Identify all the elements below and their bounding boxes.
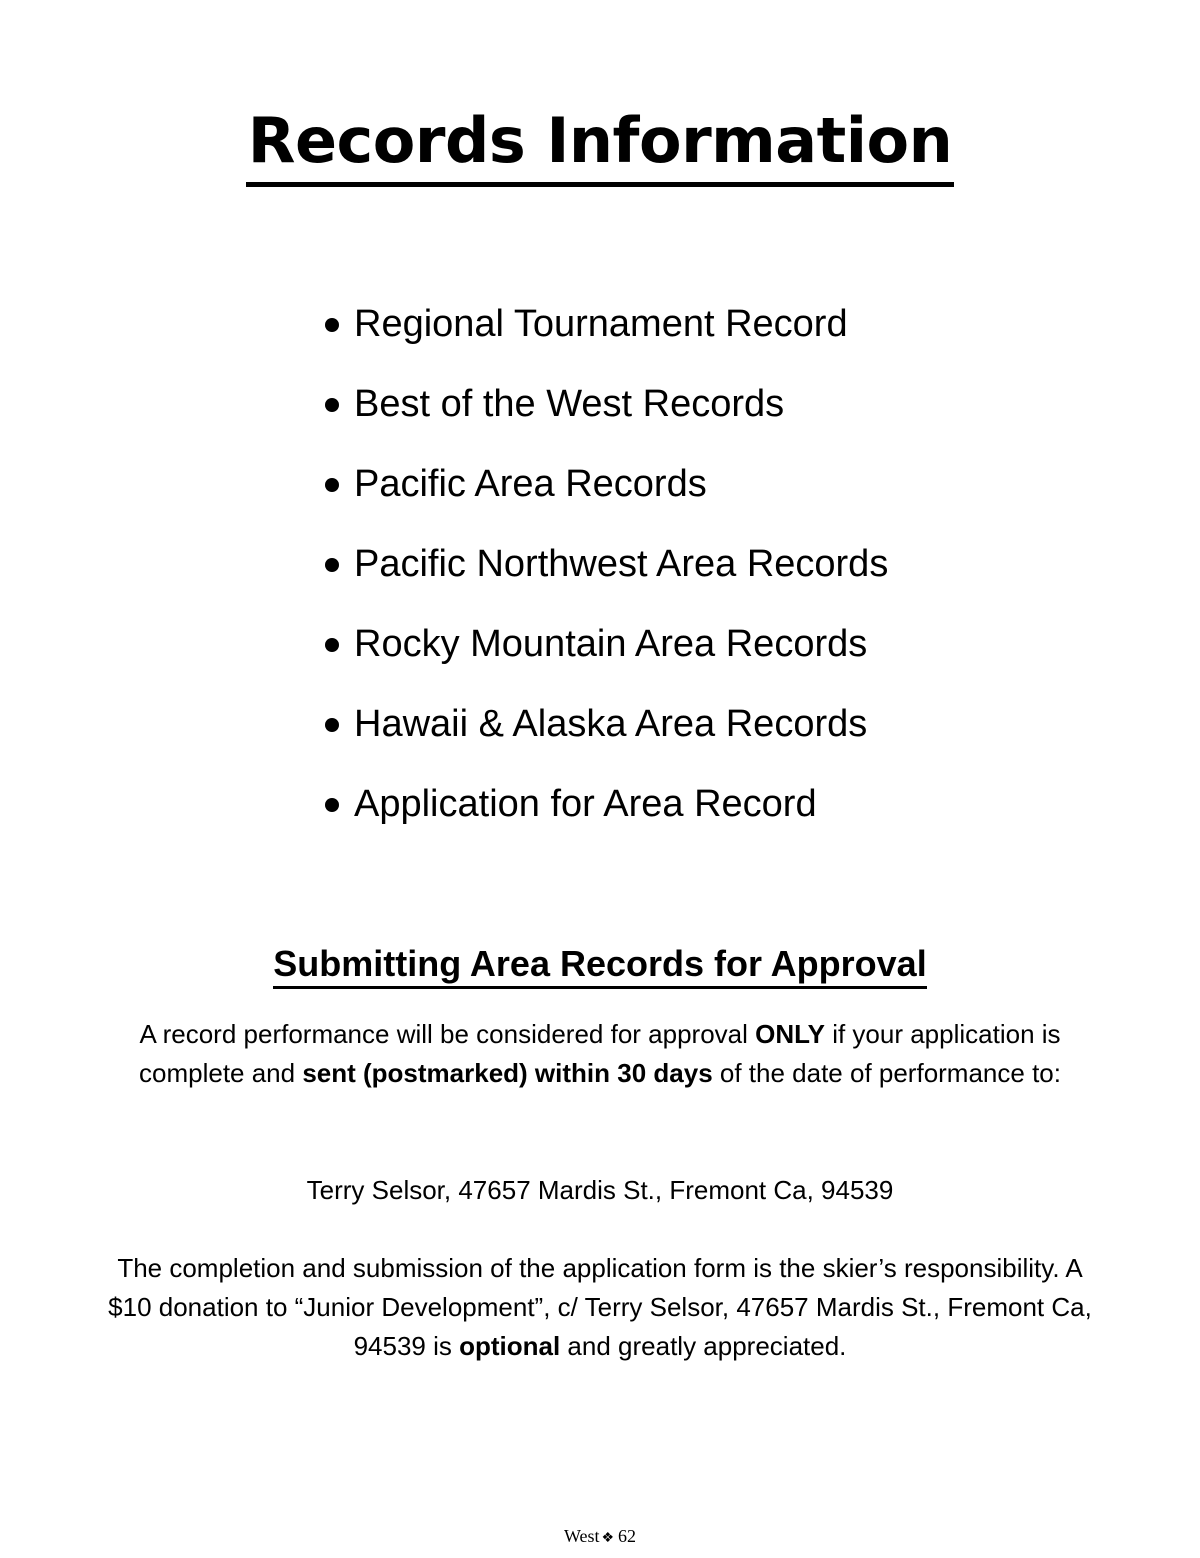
record-link-label: Pacific Northwest Area Records: [354, 543, 889, 585]
paragraph-text: of the date of performance to:: [712, 1058, 1061, 1088]
page-number: 62: [618, 1526, 637, 1546]
bullet-icon: [325, 798, 339, 812]
record-link-hawaii-alaska-area[interactable]: [325, 700, 888, 780]
paragraph-text: A record performance will be considered for approval: [139, 1019, 756, 1049]
bullet-icon: [325, 318, 339, 332]
emphasis-only: ONLY: [755, 1019, 825, 1049]
record-link-label: Application for Area Record: [354, 783, 817, 825]
page-title-text: Records Information: [246, 100, 955, 187]
record-link-label: Rocky Mountain Area Records: [354, 623, 868, 665]
bullet-icon: [325, 558, 339, 572]
diamond-ornament-icon: ❖: [601, 1531, 615, 1546]
page-footer: [0, 1524, 1200, 1551]
record-link-pacific-northwest-area[interactable]: [325, 540, 888, 620]
mailing-address: Terry Selsor, 47657 Mardis St., Fremont Ca, 94539: [306, 1175, 894, 1205]
paragraph-text: if your application is complete and: [139, 1019, 1061, 1088]
emphasis-deadline: sent (postmarked) within 30 days: [302, 1058, 713, 1088]
page-title: [0, 100, 1200, 187]
submission-heading: [0, 940, 1200, 989]
bullet-icon: [325, 478, 339, 492]
record-link-label: Regional Tournament Record: [354, 303, 848, 345]
bullet-icon: [325, 718, 339, 732]
record-link-label: Best of the West Records: [354, 383, 785, 425]
record-link-regional-tournament[interactable]: [325, 300, 888, 380]
submission-heading-text: Submitting Area Records for Approval: [273, 942, 926, 989]
record-link-best-of-the-west[interactable]: [325, 380, 888, 460]
bullet-icon: [325, 398, 339, 412]
bullet-icon: [325, 638, 339, 652]
donation-paragraph: [100, 1249, 1100, 1366]
paragraph-text: and greatly appreciated.: [560, 1331, 847, 1361]
paragraph-text: The completion and submission of the application form is the skier’s responsibility. A $10 donation to “Junior Development”, c/ Terry Selsor, 47657 Mardis St., Fremont Ca, 94539 is: [108, 1253, 1092, 1361]
record-link-label: Hawaii & Alaska Area Records: [354, 703, 868, 745]
record-link-application-area-record[interactable]: [325, 780, 888, 860]
records-link-list: [325, 300, 888, 860]
footer-section: West: [563, 1526, 600, 1546]
record-link-label: Pacific Area Records: [354, 463, 707, 505]
emphasis-optional: optional: [459, 1331, 561, 1361]
record-link-pacific-area[interactable]: [325, 460, 888, 540]
submission-requirements-paragraph: [100, 1015, 1100, 1093]
record-link-rocky-mountain-area[interactable]: [325, 620, 888, 700]
